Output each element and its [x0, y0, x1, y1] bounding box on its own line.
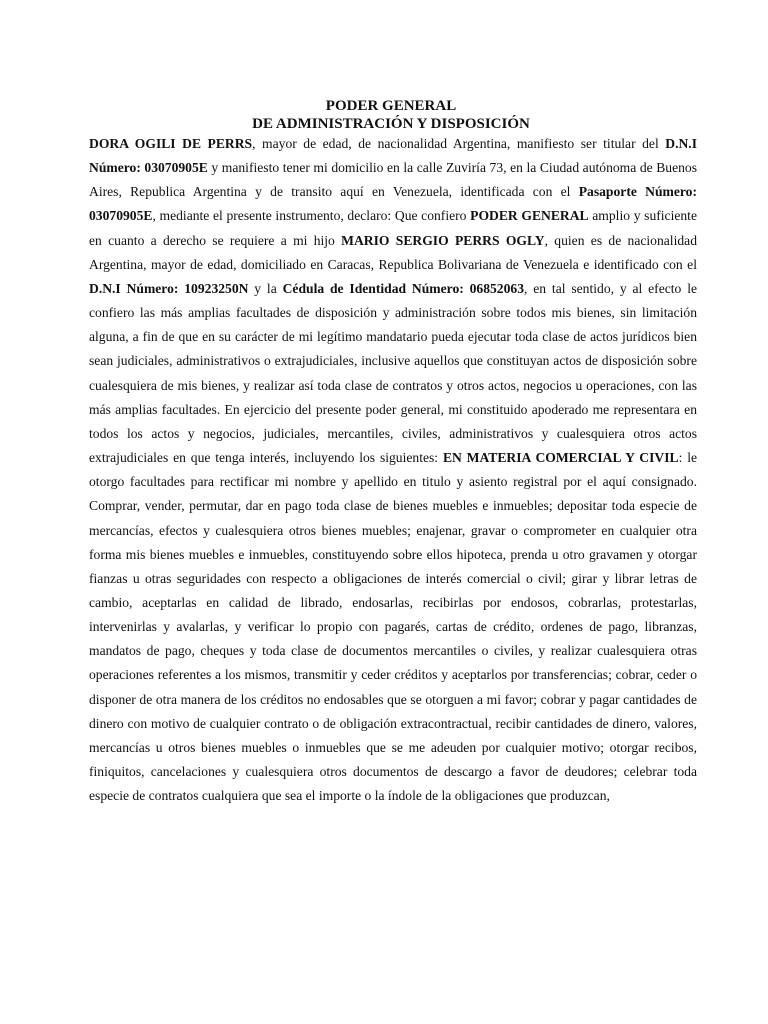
grantor-passport: Pasaporte Número: 03070905E — [89, 184, 697, 224]
attorney-cedula: Cédula de Identidad Número: 06852063 — [282, 280, 524, 296]
text-segment: , en tal sentido, y al efecto le confiero las más amplias facultades de disposición y administración sobre todos mis bienes, sin limitación alguna, a fin de que en su carácter de mi legítimo mandatario pueda ejecutar toda clase de actos jurídicos bien sean judiciales, administrativos o extrajudiciales, inclusive aquellos que constituyan actos de disposición sobre cualesquiera de mis bienes, y realizar así toda clase de contratos y otros actos, negocios u operaciones, con las más amplias facultades. En ejercicio del presente poder general, mi constituido apoderado me representara en todos los actos y negocios, judiciales, mercantiles, civiles, administrativos y cualesquiera otros actos extrajudiciales en que tenga interés, incluyendo los siguientes: — [89, 280, 698, 466]
title-line-1: PODER GENERAL — [325, 98, 457, 114]
grantor-dni: D.N.I Número: 03070905E — [89, 136, 697, 176]
section-heading: EN MATERIA COMERCIAL Y CIVIL — [442, 450, 679, 466]
grantor-name: DORA OGILI DE PERRS — [89, 136, 253, 151]
text-segment: , mayor de edad, de nacionalidad Argentina, manifiesto ser titular del — [252, 136, 666, 151]
text-segment: amplio y suficiente en cuanto a derecho se requiere a mi hijo — [89, 208, 697, 248]
text-segment: , mediante el presente instrumento, declaro: Que confiero — [152, 208, 471, 224]
text-segment: : le otorgo facultades para rectificar mi nombre y apellido en titulo y asiento registral por el aquí consignado. Comprar, vender, permutar, dar en pago toda clase de bienes muebles e inmuebles; depositar toda especie de mercancías, efectos y cualesquiera otros bienes muebles; enajenar, gravar o comprometer en cualquier otra forma mis bienes muebles e inmuebles, constituyendo sobre ellos hipoteca, prenda u otro gravamen y otorgar fianzas u otras seguridades con respecto a obligaciones de interés comercial o civil; girar y librar letras de cambio, aceptarlas en calidad de librado, endosarlas, recibirlas por endosos, cobrarlas, protestarlas, intervenirlas y avalarlas, y verificar lo propio con pagarés, cartas de crédito, ordenes de pago, libranzas, mandatos de pago, cheques y toda clase de documentos mercantiles o civiles, y realizar cualesquiera otras operaciones referentes a los mismos, transmitir y ceder créditos y aceptarlos por transferencias; cobrar, ceder o disponer de otra manera de los créditos no endosables que se otorguen a mi favor; cobrar y pagar cantidades de dinero con motivo de cualquier contrato o de obligación extracontractual, recibir cantidades de dinero, valores, mercancías u otros bienes muebles o inmuebles que se me adeuden por cualquier motivo; otorgar recibos, finiquitos, cancelaciones y cualesquiera otros documentos de descargo a favor de deudores; celebrar toda especie de contratos cualquiera que sea el importe o la índole de la obligaciones que produzcan, — [89, 450, 698, 804]
title-line-2: DE ADMINISTRACIÓN Y DISPOSICIÓN — [252, 116, 530, 132]
power-type: PODER GENERAL — [470, 208, 589, 224]
document-title — [0, 97, 768, 133]
attorney-name: MARIO SERGIO PERRS OGLY — [341, 232, 545, 248]
text-segment: , quien es de nacionalidad Argentina, mayor de edad, domiciliado en Caracas, Republica Bolivariana de Venezuela e identificado con el — [89, 232, 697, 272]
attorney-dni: D.N.I Número: 10923250N — [89, 280, 249, 296]
text-segment: y la — [248, 280, 283, 296]
body-paragraph — [89, 132, 697, 808]
text-segment: y manifiesto tener mi domicilio en la calle Zuviría 73, en la Ciudad autónoma de Buenos Aires, Republica Argentina y de transito aquí en Venezuela, identificada con el — [89, 160, 698, 200]
